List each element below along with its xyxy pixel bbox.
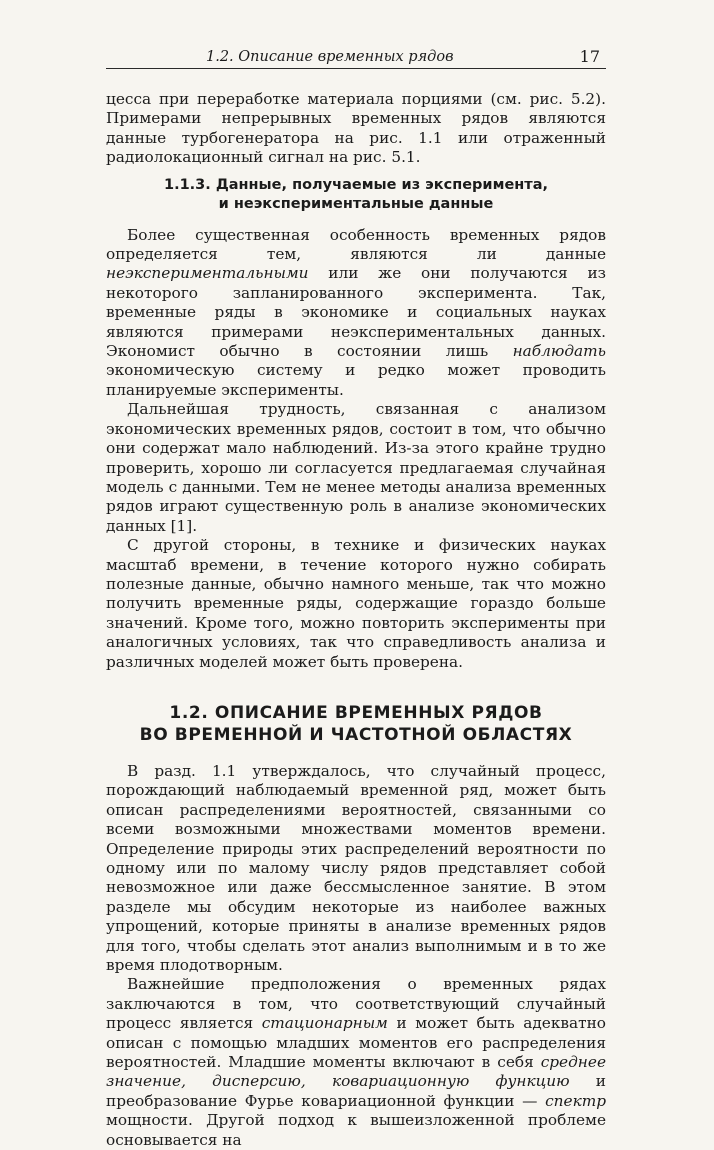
paragraph-5-emphasis-1: стационарным — [261, 1014, 388, 1033]
paragraph-1-emphasis-2: наблюдать — [512, 342, 606, 361]
paragraph-5-text-b: и может быть адекватно описан с помощью младших моментов его распределения вероятностей. Младшие моменты включают в себя — [106, 1014, 606, 1072]
running-header-title: 1.2. Описание временных рядов — [206, 49, 454, 65]
body-text — [106, 90, 606, 1150]
paragraph-2: Дальнейшая трудность, связанная с анализом экономических временных рядов, состоит в том, что обычно они содержат мало наблюдений. Из-за этого крайне трудно проверить, хорошо ли согласуется предлагаемая случайная модель с данными. Тем не менее методы анализа временных рядов играют существенную роль в анализе экономических данных [1]. — [106, 400, 606, 535]
subsection-title-line-2: и неэкспериментальные данные — [218, 195, 494, 212]
paragraph-5-text-d: мощности. Другой подход к вышеизложенной проблеме основывается на — [106, 1111, 606, 1149]
paragraph-1-emphasis-1: неэкспериментальными — [106, 264, 309, 283]
subsection-title-line-1: 1.1.3. Данные, получаемые из эксперимента, — [163, 176, 548, 193]
paragraph-5-emphasis-2: среднее значение, дисперсию, ковариационную функцию — [106, 1053, 606, 1091]
paragraph-5-emphasis-3: спектр — [545, 1091, 606, 1110]
paragraph-5 — [106, 975, 606, 1150]
paragraph-3: С другой стороны, в технике и физических науках масштаб времени, в течение которого нужно собирать полезные данные, обычно намного меньше, так что можно получить временные ряды, содержащие гораздо больше значений. Кроме того, можно повторить эксперименты при аналогичных условиях, так что справедливость анализа и различных моделей может быть проверена. — [106, 536, 606, 671]
running-header — [106, 46, 606, 70]
section-title — [106, 702, 606, 746]
page-number: 17 — [579, 47, 600, 66]
paragraph-4: В разд. 1.1 утверждалось, что случайный процесс, порождающий наблюдаемый временной ряд, может быть описан распределениями вероятностей, связанными со всеми возможными множествами моментов времени. Определение природы этих распределений вероятности по одному или по малому числу рядов представляет собой невозможное или даже бессмысленное занятие. В этом разделе мы обсудим некоторые из наиболее важных упрощений, которые приняты в анализе временных рядов для того, чтобы сделать этот анализ выполнимым и в то же время плодотворным. — [106, 761, 606, 975]
subsection-title — [106, 176, 606, 214]
paragraph-continued: цесса при переработке материала порциями (см. рис. 5.2). Примерами непрерывных временных рядов являются данные турбогенератора на рис. 1.1 или отраженный радиолокационный сигнал на рис. 5.1. — [106, 90, 606, 167]
paragraph-1 — [106, 226, 606, 401]
paragraph-5-text-a: Важнейшие предположения о временных рядах заключаются в том, что соответствующий случайный процесс является — [106, 975, 606, 1033]
section-title-line-2: ВО ВРЕМЕННОЙ И ЧАСТОТНОЙ ОБЛАСТЯХ — [139, 724, 573, 745]
paragraph-1-text-a: Более существенная особенность временных рядов определяется тем, являются ли данные — [106, 225, 606, 264]
paragraph-1-text-c: экономическую систему и редко может проводить планируемые эксперименты. — [106, 361, 606, 399]
paragraph-1-text-b: или же они получаются из некоторого запланированного эксперимента. Так, временные ряды в экономике и социальных науках являются примерами неэкспериментальных данных. Экономист обычно в состоянии лишь — [106, 264, 606, 361]
paragraph-5-text-c: и преобразование Фурье ковариационной функции — — [106, 1072, 606, 1110]
header-rule — [106, 68, 606, 69]
section-title-line-1: 1.2. ОПИСАНИЕ ВРЕМЕННЫХ РЯДОВ — [169, 702, 543, 723]
